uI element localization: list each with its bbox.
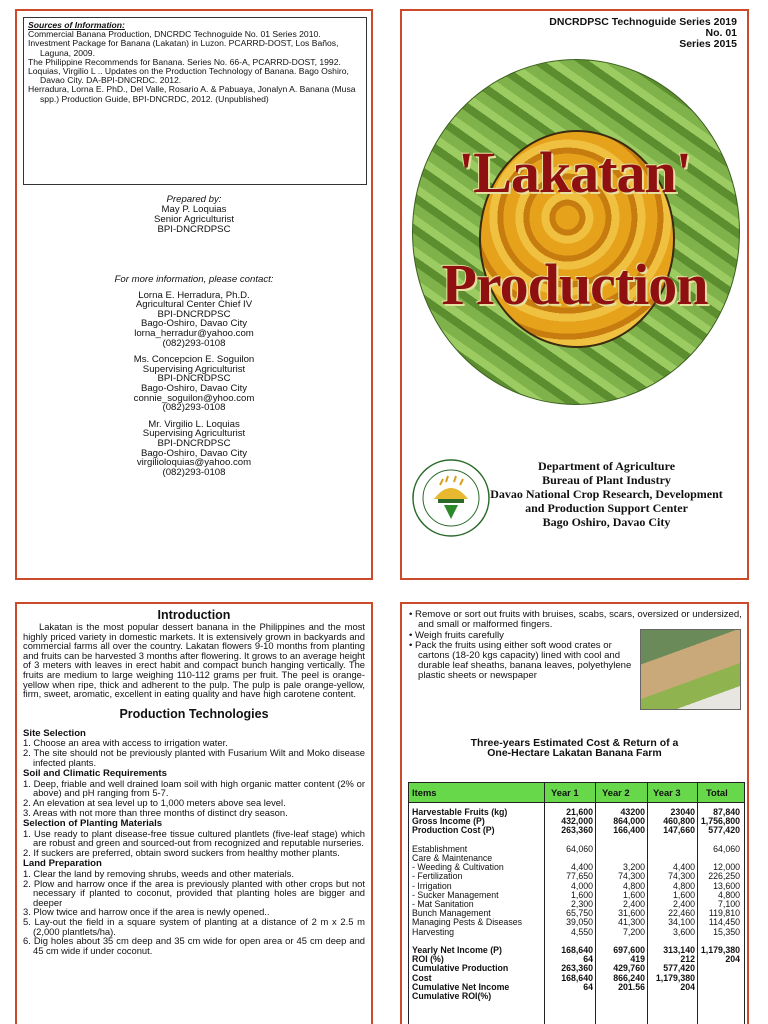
bullet-item: • Remove or sort out fruits with bruises, scabs, scars, oversized or undersized, and small or malformed fingers. bbox=[409, 609, 742, 630]
row-label: Production Cost (P) bbox=[412, 825, 495, 836]
row-value: 119,810 bbox=[708, 908, 740, 919]
table-row bbox=[409, 992, 744, 1001]
cover-title-line2: Production bbox=[441, 252, 708, 317]
section-item: 1. Choose an area with access to irrigation water. bbox=[23, 737, 228, 749]
back-cover-panel bbox=[15, 9, 373, 580]
row-value: 15,350 bbox=[713, 926, 740, 937]
section-heading: Site Selection bbox=[23, 727, 86, 739]
row-label: ROI (%) bbox=[412, 954, 444, 965]
row-value: 263,360 bbox=[561, 963, 593, 974]
contact-phone: (082)293-0108 bbox=[162, 402, 226, 414]
source-entry: Loquias, Virgilio L .. Updates on the Production Technology of Banana. Bago Oshiro, Davao City. DA-BPI-DNCRDC. 2012. bbox=[28, 66, 349, 86]
contact-line: Lorna E. Herradura, Ph.D. bbox=[138, 289, 250, 301]
row-value: 21,600 bbox=[566, 807, 593, 817]
header-cell: Total bbox=[706, 787, 728, 798]
row-value: 65,750 bbox=[566, 908, 593, 919]
contact-line: Agricultural Center Chief IV bbox=[135, 299, 253, 311]
row-value: 866,240 bbox=[613, 972, 645, 983]
packing-photo bbox=[640, 629, 741, 710]
contact-line: BPI-DNCRDPSC bbox=[157, 308, 231, 320]
row-value: 77,650 bbox=[566, 871, 593, 882]
header-cell: Year 2 bbox=[602, 787, 630, 798]
row-value: 2,400 bbox=[622, 899, 645, 909]
row-label: - Mat Sanitation bbox=[412, 899, 474, 909]
row-value: 460,800 bbox=[663, 816, 695, 827]
front-cover-panel bbox=[400, 9, 749, 580]
intro-heading: Introduction bbox=[157, 608, 231, 622]
header-cell: Year 1 bbox=[551, 787, 579, 798]
row-value: 1,600 bbox=[622, 889, 645, 900]
contact-block bbox=[17, 275, 371, 477]
row-value: 168,640 bbox=[561, 945, 593, 955]
row-value: 1,600 bbox=[672, 889, 695, 900]
row-label: - Weeding & Cultivation bbox=[412, 862, 504, 873]
cost-return-panel bbox=[400, 602, 749, 1024]
row-value: 64,060 bbox=[713, 843, 740, 854]
row-label: Establishment bbox=[412, 843, 468, 854]
row-value: 13,600 bbox=[713, 880, 740, 891]
section-item: 1. Clear the land by removing shrubs, weeds and other materials. bbox=[23, 868, 294, 880]
section-heading: Soil and Climatic Requirements bbox=[23, 768, 167, 780]
contact-line: BPI-DNCRDPSC bbox=[157, 373, 231, 385]
row-value: 429,760 bbox=[613, 963, 645, 974]
preparer-line: BPI-DNCRDPSC bbox=[157, 224, 231, 235]
cost-return-table bbox=[408, 782, 745, 1024]
contact-email[interactable]: connie_soguilon@yhoo.com bbox=[133, 392, 255, 404]
row-value: 64 bbox=[583, 954, 593, 965]
dept-line: Department of Agriculture bbox=[537, 459, 676, 473]
row-value: 114,450 bbox=[708, 917, 740, 928]
row-value: 577,420 bbox=[663, 963, 695, 974]
dept-line: and Production Support Center bbox=[525, 501, 688, 515]
row-value: 212 bbox=[680, 954, 695, 965]
contact-line: Bago-Oshiro, Davao City bbox=[140, 447, 248, 459]
row-value: 4,800 bbox=[622, 880, 645, 891]
bullet-item: • Pack the fruits using either soft wood crates or cartons (18-20 kgs capacity) lined with cool and durable leaf sheaths, banana leaves, polyethylene plastic sheets or newspaper bbox=[409, 640, 632, 681]
contact-label: For more information, please contact: bbox=[114, 274, 274, 285]
row-value: 64 bbox=[583, 981, 593, 992]
row-value: 3,600 bbox=[672, 926, 695, 937]
department-info bbox=[472, 459, 741, 529]
row-label: - Fertilization bbox=[412, 871, 463, 882]
section-item: 1. Deep, friable and well drained loam soil with high organic matter content (2% or above) and pH ranging from 5-7. bbox=[23, 777, 365, 799]
header-cell: Year 3 bbox=[653, 787, 681, 798]
table-title-line: Three-years Estimated Cost & Return of a bbox=[470, 737, 679, 749]
row-value: 166,400 bbox=[613, 825, 645, 836]
row-value: 4,800 bbox=[717, 889, 740, 900]
row-label: Harvestable Fruits (kg) bbox=[412, 807, 508, 817]
row-value: 7,200 bbox=[622, 926, 645, 937]
source-entry: Investment Package for Banana (Lakatan) in Luzon. PCARRD-DOST, Los Baños, Laguna, 2009. bbox=[28, 38, 339, 58]
row-label: Gross Income (P) bbox=[412, 816, 485, 827]
cover-title-line1: 'Lakatan' bbox=[458, 140, 691, 205]
row-value: 4,400 bbox=[672, 862, 695, 873]
row-value: 41,300 bbox=[618, 917, 645, 928]
section-item: 1. Use ready to plant disease-free tissue cultured plantlets (five-leaf stage) which are robust and green and sourced-out from recognized and reputable nurseries. bbox=[23, 827, 365, 849]
contact-line: BPI-DNCRDPSC bbox=[157, 437, 231, 449]
prepared-by-label: Prepared by: bbox=[166, 194, 222, 205]
row-value: 1,179,380 bbox=[700, 945, 740, 955]
row-value: 168,640 bbox=[561, 972, 593, 983]
bullet-item: • Weigh fruits carefully bbox=[409, 629, 504, 641]
row-value: 1,756,800 bbox=[700, 816, 740, 827]
row-value: 4,800 bbox=[672, 880, 695, 891]
row-label: Managing Pests & Diseases bbox=[412, 917, 523, 928]
row-value: 4,000 bbox=[570, 880, 593, 891]
section-item: 2. Plow and harrow once if the area is previously planted with other crops but not necessary if planted to coconut, provided that planting holes are bigger and deeper bbox=[23, 877, 365, 908]
intro-paragraph: Lakatan is the most popular dessert banana in the Philippines and the most highly priced variety in domestic markets. It is extensively grown in backyards and commercial farms all over the country. Lakatan flowers 9-10 months from planting and fruits can be harvested 3 months after flowering. It grows to an average height of 3 meters with leaves in erect habit and compact bunch hanging vertically. The fruits are medium to large weighing 110-112 grams per fruit. The peel is orange-yellow when ripe, thick and adherent to the pulp. The pulp is pale orange-yellow, firm, sweet, aromatic, excellent in eating quality and have high carotene content. bbox=[23, 621, 365, 700]
row-value: 74,300 bbox=[618, 871, 645, 882]
section-heading: Land Preparation bbox=[23, 858, 102, 870]
production-technologies-heading: Production Technologies bbox=[119, 706, 269, 721]
row-label: Yearly Net Income (P) bbox=[412, 945, 502, 955]
preparer-line: May P. Loquias bbox=[161, 204, 227, 215]
dept-line: Davao National Crop Research, Development bbox=[490, 487, 723, 501]
series-line: No. 01 bbox=[705, 27, 737, 39]
header-cell: Items bbox=[412, 787, 437, 798]
table-row bbox=[409, 928, 744, 937]
row-label: Cumulative Production bbox=[412, 963, 509, 974]
row-value: 4,550 bbox=[570, 926, 593, 937]
source-entry: Commercial Banana Production, DNCRDC Technoguide No. 01 Series 2010. bbox=[28, 29, 321, 40]
prepared-by-block bbox=[17, 195, 371, 235]
contact-line: Ms. Concepcion E. Soguilon bbox=[133, 354, 255, 366]
section-item: 6. Dig holes about 35 cm deep and 35 cm wide for open area or 45 cm deep and 45 cm wide if under coconut. bbox=[23, 935, 365, 956]
row-value: 2,300 bbox=[570, 899, 593, 909]
row-label: Cumulative Net Income bbox=[412, 981, 510, 992]
row-value: 263,360 bbox=[561, 825, 593, 836]
row-value: 64,060 bbox=[566, 843, 593, 854]
row-value: 201.56 bbox=[618, 981, 645, 992]
row-value: 23040 bbox=[670, 807, 695, 817]
series-line: DNCRDPSC Technoguide Series 2019 bbox=[549, 16, 737, 28]
row-value: 43200 bbox=[620, 807, 645, 817]
section-item: 5. Lay-out the field in a square system of planting at a distance of 2 m x 2.5 m (2,000 plantlets/ha). bbox=[23, 916, 365, 937]
sources-title: Sources of Information: bbox=[28, 20, 125, 30]
contact-line: Bago-Oshiro, Davao City bbox=[140, 318, 248, 330]
introduction-panel bbox=[15, 602, 373, 1024]
contact-email[interactable]: lorna_herradur@yahoo.com bbox=[134, 327, 254, 339]
contact-line: Supervising Agriculturist bbox=[142, 428, 246, 440]
row-value: 87,840 bbox=[713, 807, 740, 817]
preparer-line: Senior Agriculturist bbox=[154, 214, 234, 225]
source-entry: Herradura, Lorna E. PhD., Del Valle, Rosario A. & Pabuaya, Jonalyn A. Banana (Musa spp.) Production Guide, BPI-DNCRDC, 2012. (Unpublished) bbox=[28, 84, 356, 104]
contact-line: Mr. Virgilio L. Loquias bbox=[148, 418, 240, 430]
contact-line: Bago-Oshiro, Davao City bbox=[140, 382, 248, 394]
series-line: Series 2015 bbox=[679, 38, 737, 50]
series-info bbox=[549, 17, 737, 50]
row-value: 697,600 bbox=[613, 945, 645, 955]
section-heading: Selection of Planting Materials bbox=[23, 818, 163, 830]
table-row bbox=[409, 826, 744, 835]
row-value: 147,660 bbox=[663, 825, 695, 836]
row-value: 3,200 bbox=[622, 862, 645, 873]
dept-line: Bago Oshiro, Davao City bbox=[542, 515, 671, 529]
row-label: Cost bbox=[412, 972, 432, 983]
row-label: - Sucker Management bbox=[412, 889, 499, 900]
row-value: 226,250 bbox=[708, 871, 740, 882]
row-value: 31,600 bbox=[618, 908, 645, 919]
contact-phone: (082)293-0108 bbox=[162, 337, 226, 349]
row-value: 34,100 bbox=[668, 917, 695, 928]
row-value: 39,050 bbox=[566, 917, 593, 928]
row-value: 74,300 bbox=[668, 871, 695, 882]
source-entry: The Philippine Recommends for Banana. Series No. 66-A, PCARRD-DOST, 1992. bbox=[28, 56, 341, 67]
row-value: 313,140 bbox=[663, 945, 695, 955]
row-value: 7,100 bbox=[717, 899, 740, 909]
row-value: 419 bbox=[630, 954, 645, 965]
row-label: Cumulative ROI(%) bbox=[412, 991, 492, 1001]
section-item: 3. Areas with not more than three months of distinct dry season. bbox=[23, 806, 288, 818]
banana-cover-image bbox=[412, 59, 740, 405]
contact-phone: (082)293-0108 bbox=[162, 466, 226, 478]
row-label: Bunch Management bbox=[412, 908, 491, 919]
row-value: 22,460 bbox=[668, 908, 695, 919]
row-value: 1,600 bbox=[570, 889, 593, 900]
table-title bbox=[402, 738, 747, 758]
contact-email[interactable]: virgilioloquias@yahoo.com bbox=[136, 457, 252, 469]
section-item: 2. An elevation at sea level up to 1,000 meters above sea level. bbox=[23, 796, 286, 808]
section-item: 2. The site should not be previously planted with Fusarium Wilt and Moko disease infected plants. bbox=[23, 746, 365, 768]
table-title-line: One-Hectare Lakatan Banana Farm bbox=[487, 747, 662, 759]
section-item: 3. Plow twice and harrow once if the area is newly opened.. bbox=[23, 906, 270, 918]
contact-line: Supervising Agriculturist bbox=[142, 363, 246, 375]
row-label: Care & Maintenance bbox=[412, 853, 493, 863]
row-value: 204 bbox=[725, 954, 740, 965]
dept-line: Bureau of Plant Industry bbox=[542, 473, 671, 487]
row-value: 432,000 bbox=[561, 816, 593, 827]
row-value: 4,400 bbox=[570, 862, 593, 873]
row-value: 864,000 bbox=[613, 816, 645, 827]
row-value: 2,400 bbox=[672, 899, 695, 909]
section-item: 2. If suckers are preferred, obtain sword suckers from healthy mother plants. bbox=[23, 846, 340, 858]
row-value: 577,420 bbox=[708, 825, 740, 836]
sources-box bbox=[23, 17, 367, 185]
row-label: - Irrigation bbox=[412, 880, 452, 891]
row-label: Harvesting bbox=[412, 926, 455, 937]
row-value: 204 bbox=[680, 981, 695, 992]
row-value: 12,000 bbox=[713, 862, 740, 873]
row-value: 1,179,380 bbox=[655, 972, 695, 983]
